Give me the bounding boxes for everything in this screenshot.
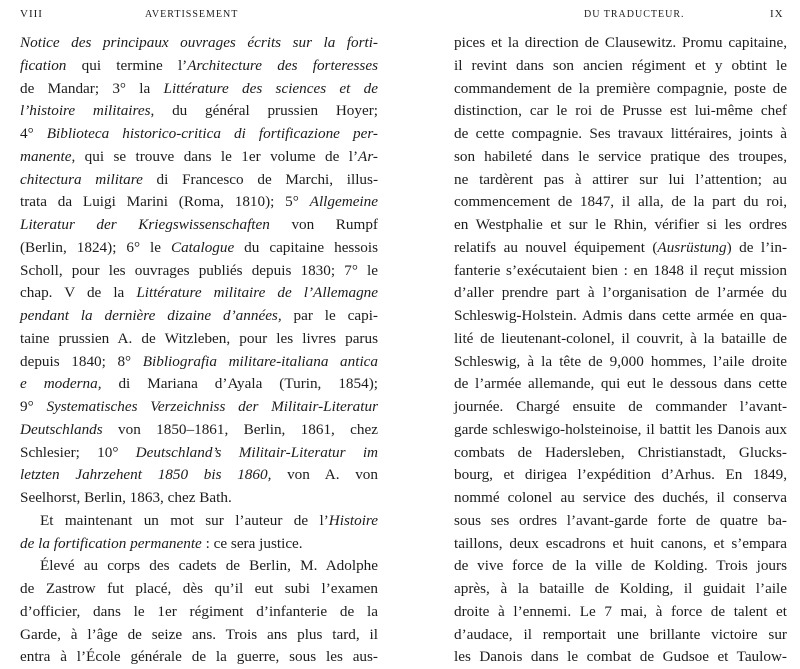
left-page xyxy=(0,0,392,666)
italic-text: fication xyxy=(20,56,67,74)
text-line xyxy=(20,487,378,510)
text-line xyxy=(454,419,787,442)
text-line xyxy=(20,55,378,78)
text-segment: ne tardèrent pas à attirer sur lui l’attention; au xyxy=(454,170,787,188)
text-segment: par le capi- xyxy=(281,307,378,324)
text-line xyxy=(454,646,787,669)
text-segment: en Westphalie et sur le Rhin, vérifier si les ordres xyxy=(454,216,787,233)
text-segment: Schleswig, à la tête de 9,000 hommes, l’aile droite xyxy=(454,352,787,370)
text-line xyxy=(454,373,787,396)
text-segment: trata da Luigi Marini (Roma, 1810); 5° xyxy=(20,193,310,211)
text-segment: sous ses ordres l’avant-garde forte de quatre ba- xyxy=(454,511,787,529)
text-segment: depuis 1840; 8° xyxy=(20,352,143,370)
italic-text: Catalogue xyxy=(170,238,235,256)
text-line xyxy=(20,510,378,533)
text-line xyxy=(454,282,787,305)
text-line xyxy=(20,237,378,260)
text-line xyxy=(454,601,787,624)
text-segment: 4° xyxy=(20,125,47,142)
text-segment: Scholl, pour les ouvrages publiés depuis 1830; 7° le xyxy=(20,261,378,279)
text-line xyxy=(454,464,787,487)
italic-text: Deutschland’s Militair-Literatur im xyxy=(135,443,379,461)
text-line xyxy=(20,123,378,146)
text-line xyxy=(454,100,787,123)
text-segment: pices et la direction de Clausewitz. Promu capitaine, xyxy=(454,34,787,51)
text-line xyxy=(20,533,378,556)
italic-text: Histoire xyxy=(328,511,378,529)
text-segment: il revint dans son ancien régiment et y obtint le xyxy=(454,56,787,74)
text-segment: après, à la bataille de Kolding, il guidait l’aile xyxy=(454,580,787,597)
italic-text: Literatur der Kriegswissenschaften xyxy=(20,216,270,233)
text-segment: von A. von xyxy=(271,466,378,484)
italic-text: Ausrüstung xyxy=(657,238,727,256)
text-segment: entra à l’École générale de la guerre, sous les aus- xyxy=(20,648,378,666)
italic-text: Systematisches Verzeichniss der Militair-Literatur xyxy=(46,398,379,415)
text-segment: Seelhorst, Berlin, 1863, chez Bath. xyxy=(20,489,232,506)
text-segment: qui termine l’ xyxy=(66,56,188,74)
text-line xyxy=(20,624,378,647)
text-line xyxy=(454,191,787,214)
running-head: DU TRADUCTEUR. xyxy=(584,9,685,20)
text-segment: d’officier, dans le 1er régiment d’infanterie de la xyxy=(20,602,378,620)
text-segment: droite à l’ennemi. Le 7 mai, à force de talent et xyxy=(454,602,787,620)
text-segment: 9° xyxy=(20,398,47,415)
page-number: IX xyxy=(770,8,784,20)
text-segment: combats de Hadersleben, Christianstadt, Glucks- xyxy=(454,443,787,461)
text-line xyxy=(454,169,787,192)
text-line xyxy=(20,214,378,237)
text-segment: relatifs au nouvel équipement ( xyxy=(454,238,658,256)
text-segment: , du général prussien Hoyer; xyxy=(150,102,378,120)
text-line xyxy=(20,396,378,419)
right-page xyxy=(408,0,800,666)
text-segment: de l’armée allemande, qui eut le dessous dans cette xyxy=(454,375,787,393)
text-segment: commencement de 1847, il alla, de la part du roi, xyxy=(454,193,787,211)
body-text xyxy=(454,32,787,669)
text-segment: d’audace, il remportait une brillante victoire sur xyxy=(454,625,787,643)
text-segment: lité de lieutenant-colonel, il couvrit, à la bataille de xyxy=(454,329,787,347)
text-line xyxy=(20,351,378,374)
italic-text: Architecture des forteresses xyxy=(187,56,378,74)
text-line xyxy=(20,646,378,669)
italic-text: Deutschlands xyxy=(20,420,103,438)
text-line xyxy=(454,442,787,465)
text-segment: chap. V de la xyxy=(20,284,137,302)
text-line xyxy=(454,396,787,419)
text-line xyxy=(20,442,378,465)
text-segment: Élevé au corps des cadets de Berlin, M. Adolphe xyxy=(40,557,378,575)
text-segment: von 1850–1861, Berlin, 1861, chez xyxy=(102,420,378,438)
italic-text: de la fortification permanente xyxy=(20,534,202,552)
text-segment: fanterie s’exécutaient bien : en 1848 il reçut mission xyxy=(454,261,787,279)
body-text xyxy=(20,32,378,669)
text-segment: du capitaine hessois xyxy=(234,238,378,256)
text-segment: distinction, car le roi de Prusse est lui-même chef xyxy=(454,102,787,120)
text-line xyxy=(454,328,787,351)
text-segment: commandement de la première compagnie, poste de xyxy=(454,79,787,97)
text-line xyxy=(20,191,378,214)
text-line xyxy=(454,55,787,78)
text-segment: , qui se trouve dans le 1er volume de l’ xyxy=(71,147,359,165)
text-segment: taillons, deux escadrons et huit canons, et s’empara xyxy=(454,534,787,552)
text-line xyxy=(454,123,787,146)
text-segment: d’aller prendre part à l’organisation de l’armée du xyxy=(454,284,787,302)
text-segment: (Berlin, 1824); 6° le xyxy=(20,238,171,256)
text-line xyxy=(20,169,378,192)
text-line xyxy=(454,146,787,169)
italic-text: letzten Jahrzehent 1850 bis 1860, xyxy=(20,466,272,484)
text-line xyxy=(454,578,787,601)
italic-text: manente xyxy=(20,147,72,165)
text-line xyxy=(454,214,787,237)
italic-text: Littérature des sciences et de xyxy=(163,79,378,97)
text-segment: taine prussien A. de Witzleben, pour les livres parus xyxy=(20,329,378,347)
italic-text: Allgemeine xyxy=(309,193,378,211)
text-line xyxy=(20,601,378,624)
text-line xyxy=(454,510,787,533)
text-line xyxy=(454,78,787,101)
italic-text: Notice des principaux ouvrages écrits sur la forti- xyxy=(20,34,378,51)
text-segment: bourg, et dirigea l’expédition d’Arhus. En 1849, xyxy=(454,466,787,484)
text-line xyxy=(20,260,378,283)
text-line xyxy=(20,78,378,101)
italic-text: e moderna, xyxy=(20,375,102,393)
text-segment: : ce sera justice. xyxy=(201,534,303,552)
text-segment: de Mandar; 3° la xyxy=(20,79,164,97)
text-line xyxy=(454,533,787,556)
text-line xyxy=(20,282,378,305)
text-segment: Schlesier; 10° xyxy=(20,443,136,461)
text-segment: de Zastrow fut placé, dès qu’il eut subi l’examen xyxy=(20,580,378,597)
italic-text: Littérature militaire de l’Allemagne xyxy=(136,284,378,302)
text-segment: Schleswig-Holstein. Admis dans cette armée en qua- xyxy=(454,307,787,324)
text-segment: son habileté dans le service pratique des troupes, xyxy=(454,147,787,165)
text-line xyxy=(454,555,787,578)
italic-text: Biblioteca historico-critica di fortificazione per- xyxy=(46,125,378,142)
text-line xyxy=(454,487,787,510)
text-line xyxy=(454,260,787,283)
text-line xyxy=(20,578,378,601)
text-segment: journée. Chargé ensuite de commander l’avant- xyxy=(454,398,787,415)
text-line xyxy=(20,32,378,55)
italic-text: chitectura militare xyxy=(20,170,143,188)
text-line xyxy=(454,351,787,374)
text-line xyxy=(454,624,787,647)
text-segment: ) de l’in- xyxy=(726,238,787,256)
italic-text: Ar- xyxy=(358,147,378,165)
text-line xyxy=(20,419,378,442)
text-segment: nommé colonel au service des duchés, il conserva xyxy=(454,489,787,506)
italic-text: pendant la dernière dizaine d’années, xyxy=(20,307,282,324)
page-number: VIII xyxy=(20,8,43,20)
text-line xyxy=(20,555,378,578)
italic-text: l’histoire militaires xyxy=(20,102,151,120)
text-segment: von Rumpf xyxy=(269,216,378,233)
italic-text: Bibliografia militare-italiana antica xyxy=(142,352,378,370)
text-segment: Et maintenant un mot sur l’auteur de l’ xyxy=(40,511,329,529)
text-line xyxy=(20,373,378,396)
text-line xyxy=(20,305,378,328)
text-segment: les Danois dans le combat de Gudsoe et Taulow- xyxy=(454,648,787,666)
text-line xyxy=(454,305,787,328)
text-segment: di Francesco de Marchi, illus- xyxy=(142,170,378,188)
text-line xyxy=(20,328,378,351)
text-line xyxy=(454,237,787,260)
text-line xyxy=(20,464,378,487)
text-segment: di Mariana d’Ayala (Turin, 1854); xyxy=(101,375,378,393)
text-line xyxy=(20,146,378,169)
text-line xyxy=(454,32,787,55)
text-segment: garde schleswigo-holsteinoise, il battit les Danois aux xyxy=(454,420,787,438)
running-head: AVERTISSEMENT xyxy=(145,9,239,20)
text-segment: Garde, à l’âge de seize ans. Trois ans plus tard, il xyxy=(20,625,378,643)
text-segment: de vive force de la ville de Kolding. Trois jours xyxy=(454,557,787,575)
text-line xyxy=(20,100,378,123)
text-segment: de cette compagnie. Ses travaux littéraires, joints à xyxy=(454,125,787,142)
